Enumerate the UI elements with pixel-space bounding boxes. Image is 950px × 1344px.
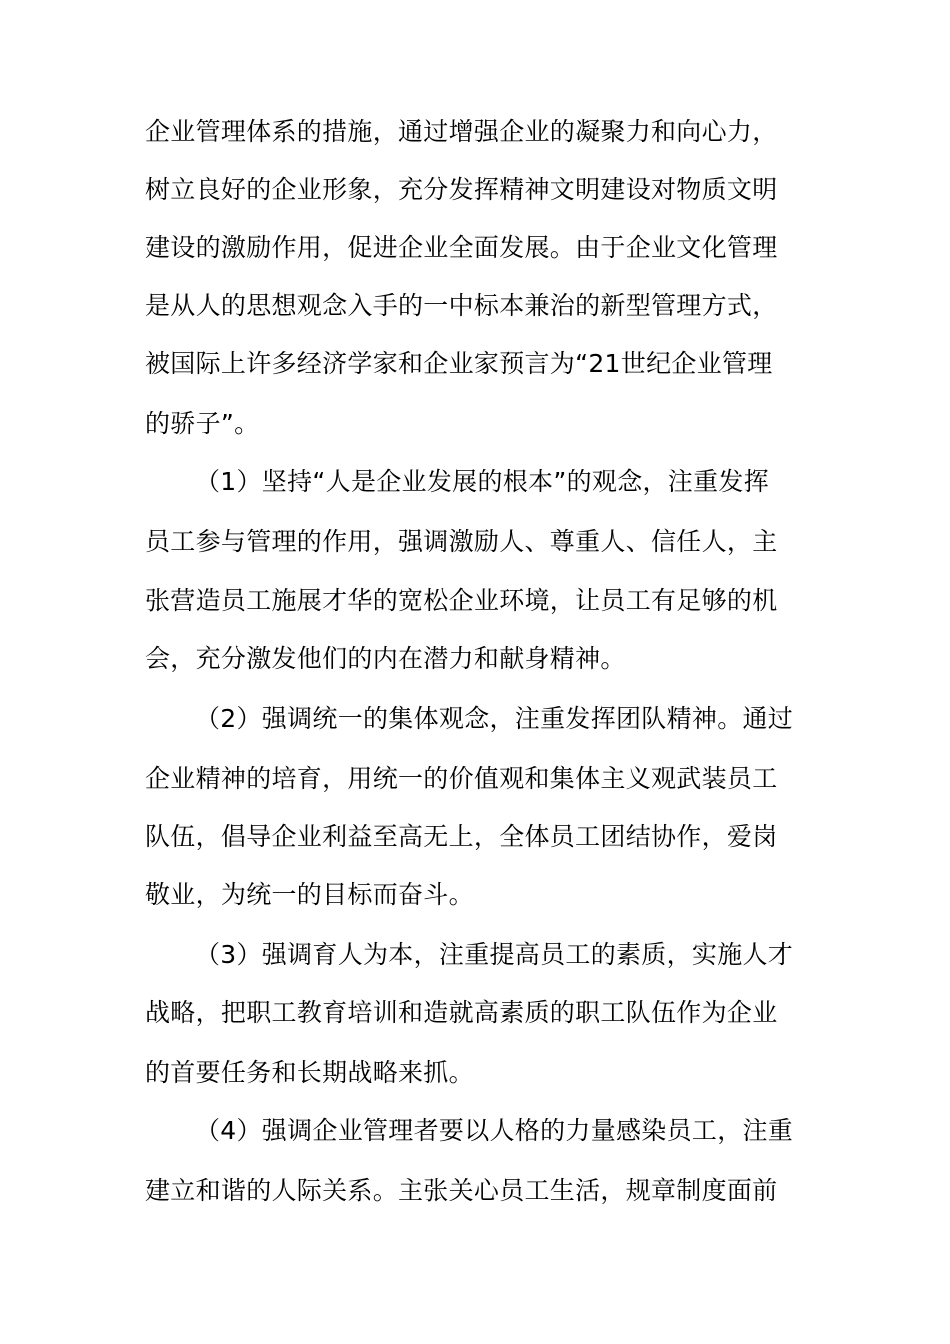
text-line: 的骄子”。: [145, 409, 260, 438]
text-line: 建设的激励作用，促进企业全面发展。由于企业文化管理: [145, 233, 778, 262]
text-line: 是从人的思想观念入手的一中标本兼治的新型管理方式，: [145, 291, 778, 320]
paragraph-start-line: （4）强调企业管理者要以人格的力量感染员工，注重: [195, 1116, 794, 1145]
paragraph-start-line: （1）坚持“人是企业发展的根本”的观念，注重发挥: [195, 467, 770, 496]
text-line: 员工参与管理的作用，强调激励人、尊重人、信任人，主: [145, 527, 778, 556]
text-line: 的首要任务和长期战略来抓。: [145, 1058, 474, 1087]
text-line: 会，充分激发他们的内在潜力和献身精神。: [145, 644, 626, 673]
paragraph-start-line: （2）强调统一的集体观念，注重发挥团队精神。通过: [195, 704, 794, 733]
text-line: 树立良好的企业形象，充分发挥精神文明建设对物质文明: [145, 175, 778, 204]
text-line: 企业管理体系的措施，通过增强企业的凝聚力和向心力，: [145, 117, 778, 146]
text-line: 队伍，倡导企业利益至高无上，全体员工团结协作，爱岗: [145, 822, 778, 851]
text-line: 敬业，为统一的目标而奋斗。: [145, 880, 474, 909]
paragraph-start-line: （3）强调育人为本，注重提高员工的素质，实施人才: [195, 940, 794, 969]
text-line: 战略，把职工教育培训和造就高素质的职工队伍作为企业: [145, 998, 778, 1027]
text-line: 被国际上许多经济学家和企业家预言为“21世纪企业管理: [145, 349, 773, 378]
text-line: 企业精神的培育，用统一的价值观和集体主义观武装员工: [145, 764, 778, 793]
text-line: 张营造员工施展才华的宽松企业环境，让员工有足够的机: [145, 586, 778, 615]
text-line: 建立和谐的人际关系。主张关心员工生活，规章制度面前: [145, 1176, 778, 1205]
